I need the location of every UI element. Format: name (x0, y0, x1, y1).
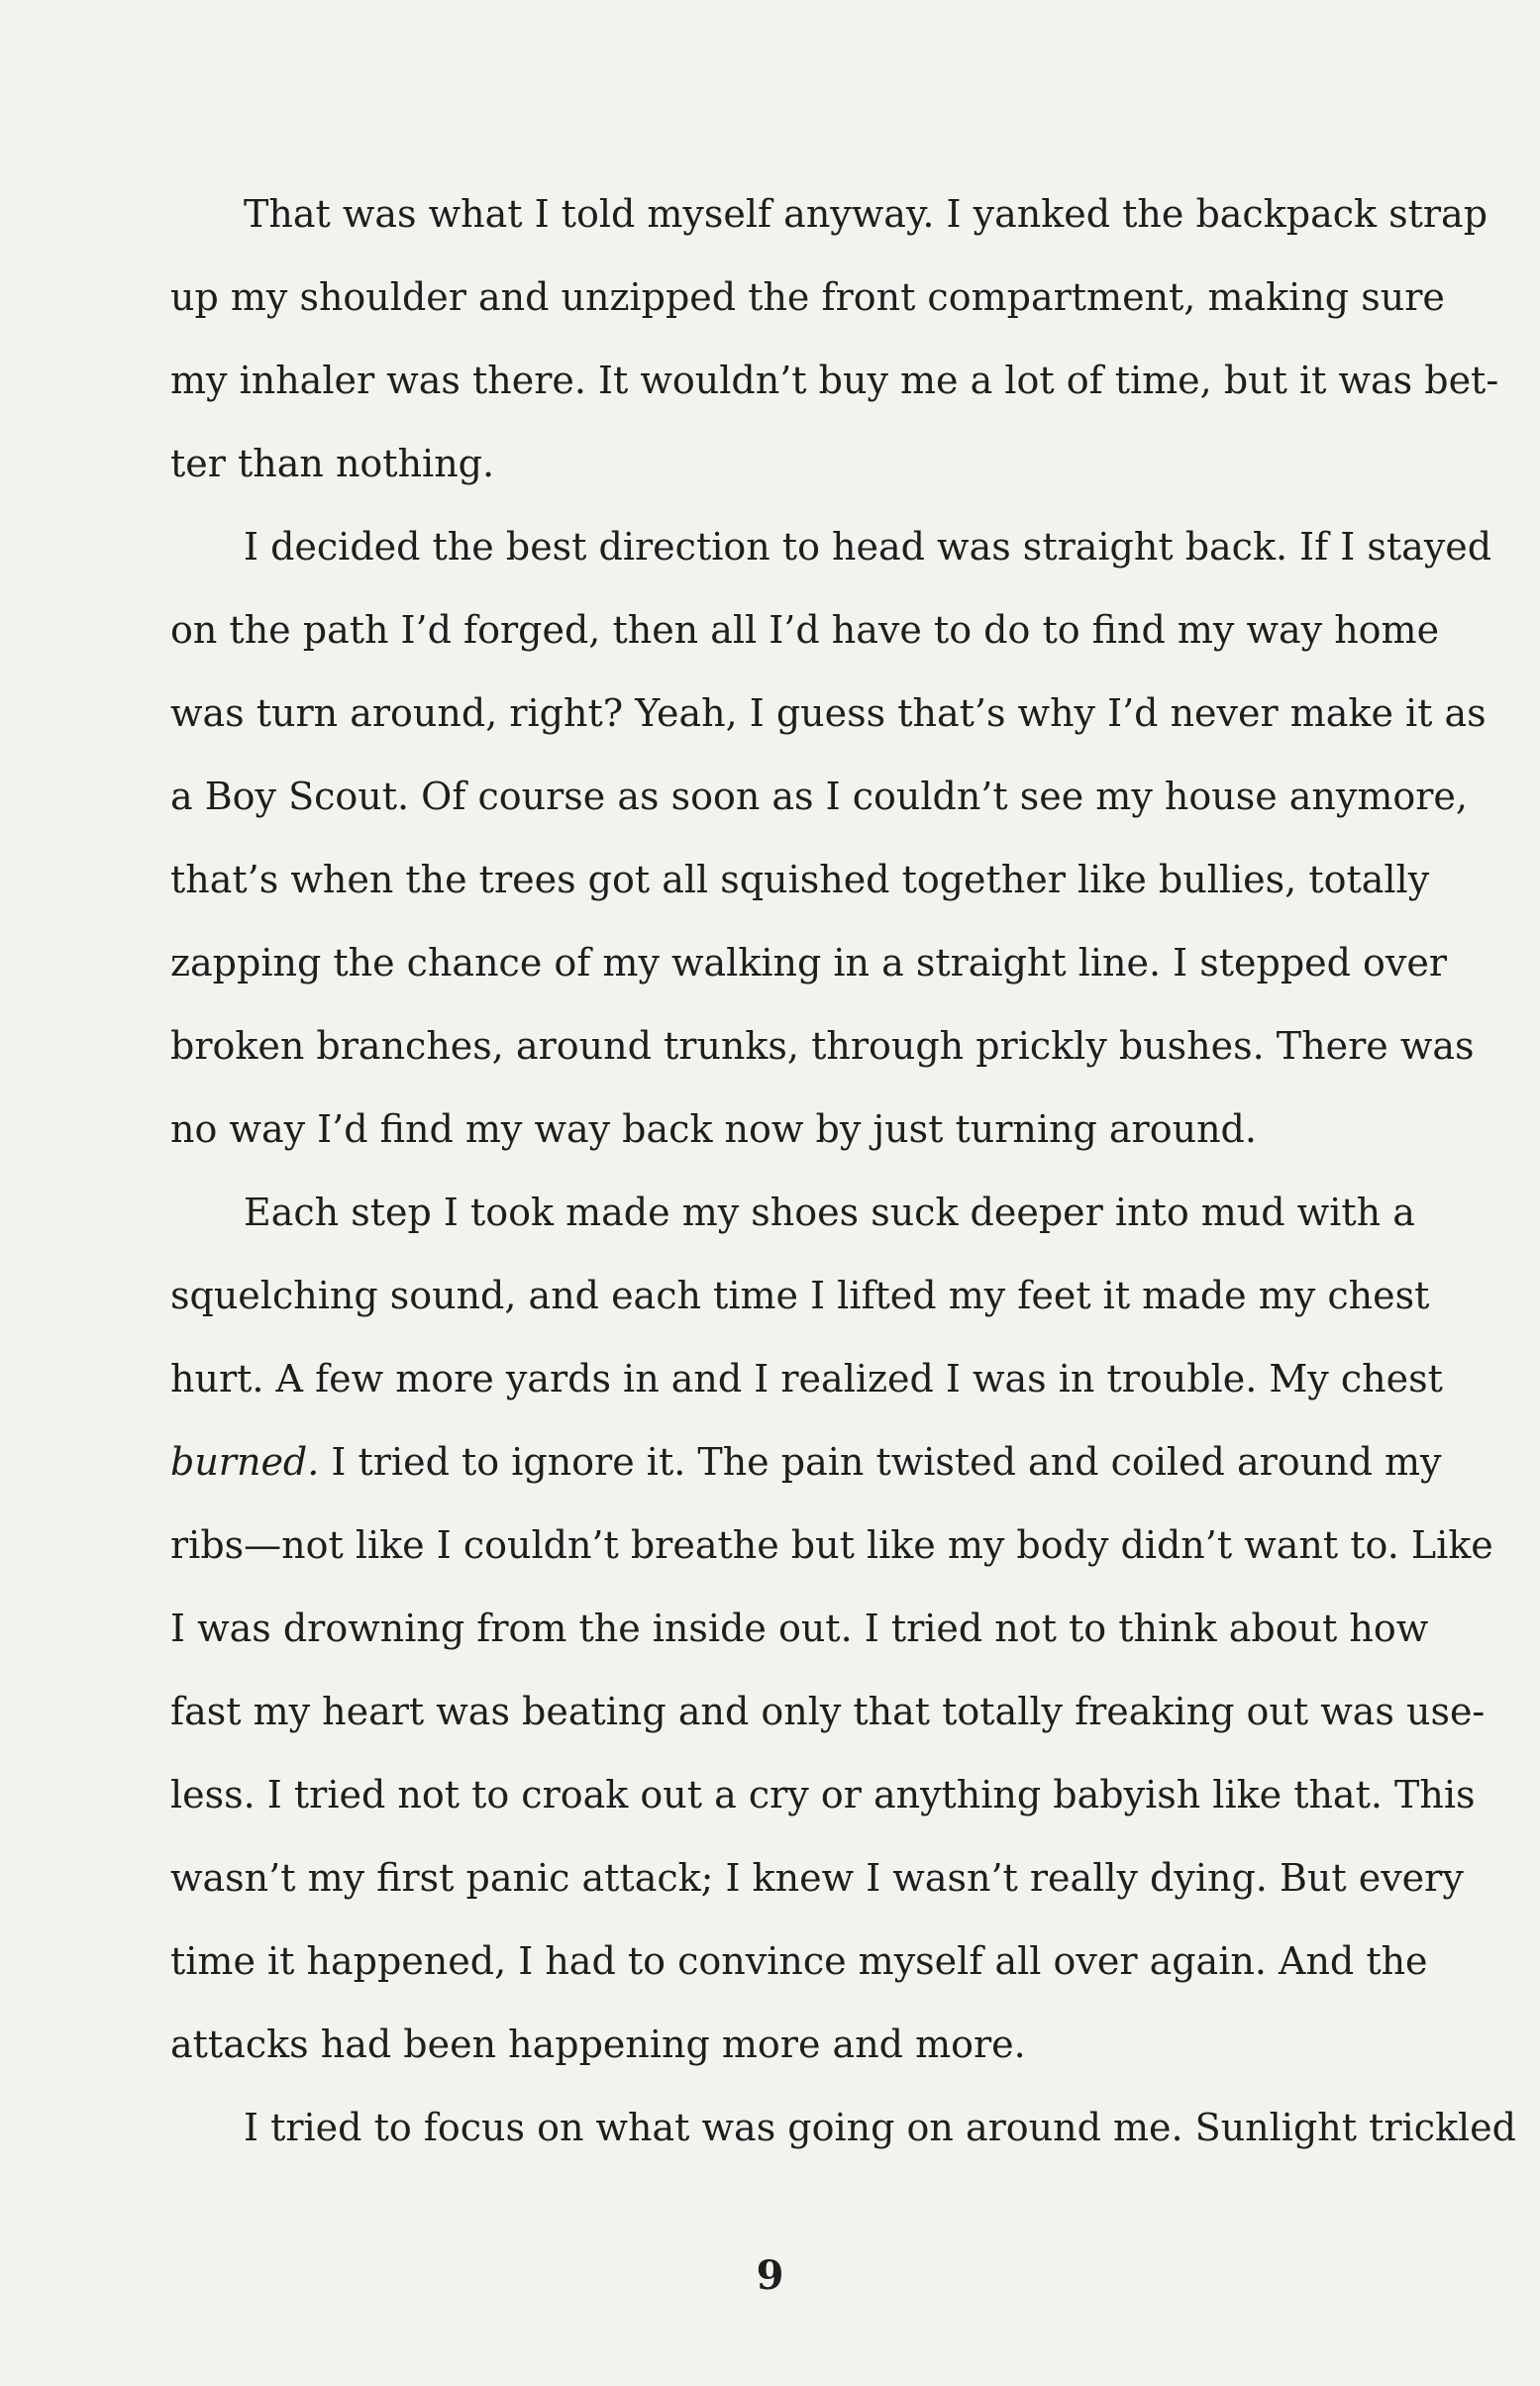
text-line: attacks had been happening more and more. (170, 2023, 1026, 2066)
text-line (170, 1439, 1442, 1485)
text-line: less. I tried not to croak out a cry or anything babyish like that. This (170, 1773, 1476, 1816)
text-line: wasn’t my first panic attack; I knew I wasn’t really dying. But every (170, 1856, 1464, 1900)
text-line: was turn around, right? Yeah, I guess that’s why I’d never make it as (170, 691, 1487, 735)
text-line: that’s when the trees got all squished together like bullies, totally (170, 858, 1430, 901)
italic-word: burned. (170, 1440, 320, 1484)
text-line: zapping the chance of my walking in a straight line. I stepped over (170, 941, 1448, 985)
text-line: time it happened, I had to convince myself all over again. And the (170, 1939, 1428, 1983)
text-line: on the path I’d forged, then all I’d have to do to find my way home (170, 608, 1440, 652)
text-line: squelching sound, and each time I lifted my feet it made my chest (170, 1274, 1430, 1317)
text-line: Each step I took made my shoes suck deeper into mud with a (244, 1191, 1415, 1234)
text-line: ribs—not like I couldn’t breathe but like my body didn’t want to. Like (170, 1523, 1493, 1567)
text-line: That was what I told myself anyway. I yanked the backpack strap (244, 192, 1489, 236)
text-line: my inhaler was there. It wouldn’t buy me a lot of time, but it was bet- (170, 359, 1499, 402)
page-number: 9 (756, 2252, 784, 2299)
text-line: hurt. A few more yards in and I realized I was in trouble. My chest (170, 1357, 1443, 1400)
text-line: broken branches, around trunks, through prickly bushes. There was (170, 1024, 1475, 1068)
text-line: I tried to focus on what was going on around me. Sunlight trickled (244, 2106, 1516, 2149)
text-line: ter than nothing. (170, 442, 495, 485)
text-line: I was drowning from the inside out. I tried not to think about how (170, 1607, 1429, 1650)
text-line: I decided the best direction to head was straight back. If I stayed (244, 525, 1492, 569)
text-line: fast my heart was beating and only that totally freaking out was use- (170, 1690, 1486, 1733)
text-fragment: I tried to ignore it. The pain twisted and coiled around my (319, 1440, 1442, 1484)
text-line: up my shoulder and unzipped the front compartment, making sure (170, 275, 1445, 319)
text-line: a Boy Scout. Of course as soon as I couldn’t see my house anymore, (170, 775, 1468, 818)
text-line: no way I’d find my way back now by just turning around. (170, 1107, 1257, 1151)
